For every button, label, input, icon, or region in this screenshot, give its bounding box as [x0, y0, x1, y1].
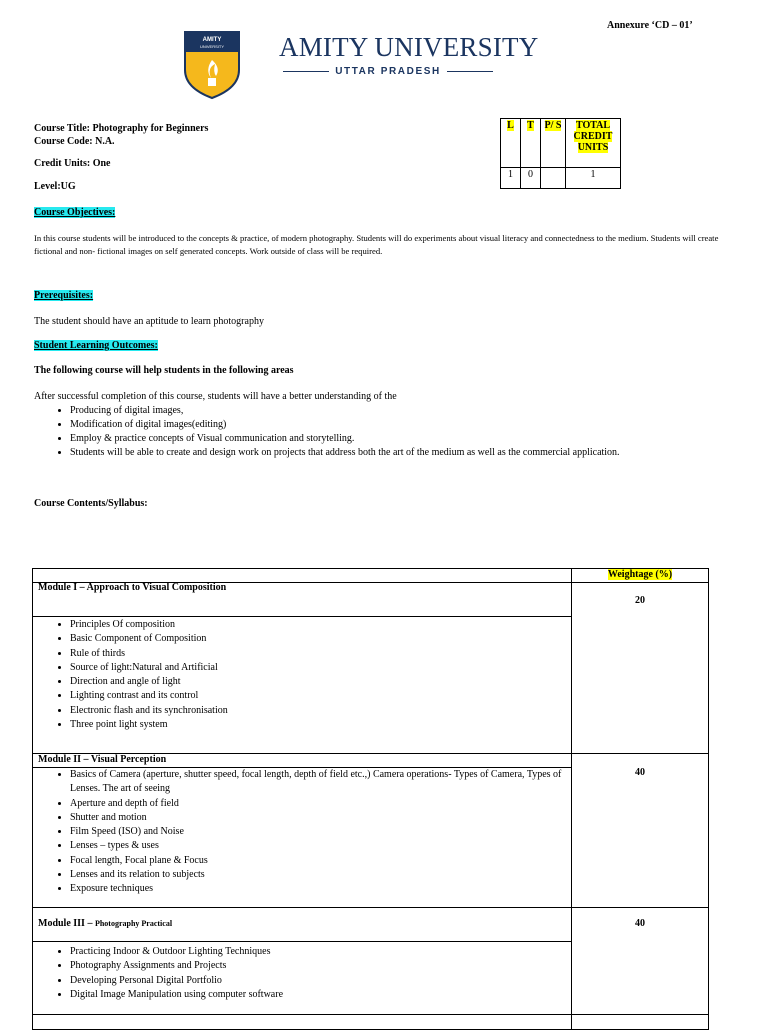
list-item: • Lenses – types & uses	[70, 839, 569, 853]
column-divider	[571, 569, 572, 1029]
university-location-row	[283, 66, 493, 77]
header-cell-t: T	[521, 119, 541, 168]
module-3-list	[33, 945, 569, 1002]
objectives-heading: Course Objectives:	[34, 207, 116, 218]
module-2-list	[33, 768, 569, 897]
list-item: • Students will be able to create and design work on projects that address both the art of the medium as well as the commercial application.	[70, 446, 734, 460]
list-item: • Three point light system	[70, 718, 569, 732]
module-3-title	[38, 918, 172, 929]
module-3-title-sub: Photography Practical	[94, 919, 173, 928]
list-item: • Exposure techniques	[70, 882, 569, 896]
list-item: • Shutter and motion	[70, 811, 569, 825]
list-item: • Rule of thirds	[70, 647, 569, 661]
list-item: • Lighting contrast and its control	[70, 689, 569, 703]
value-cell-t: 0	[521, 168, 541, 189]
amity-logo	[183, 30, 241, 100]
course-level: Level:UG	[34, 181, 76, 192]
module-1-list	[33, 618, 569, 732]
credit-units	[34, 158, 110, 169]
value-cell-total: 1	[566, 168, 621, 189]
outcomes-subheading: The following course will help students in the following areas	[34, 365, 294, 376]
outcomes-intro: After successful completion of this course, students will have a better understanding of the	[34, 391, 397, 402]
list-item: • Photography Assignments and Projects	[70, 959, 569, 973]
svg-text:UNIVERSITY: UNIVERSITY	[199, 44, 225, 49]
credit-units-value: One	[92, 158, 111, 169]
list-item: • Aperture and depth of field	[70, 797, 569, 811]
list-item: • Practicing Indoor & Outdoor Lighting Techniques	[70, 945, 569, 959]
module-3-title-main: Module III –	[38, 918, 95, 929]
list-item: • Producing of digital images,	[70, 404, 734, 418]
list-item: • Lenses and its relation to subjects	[70, 868, 569, 882]
divider	[447, 71, 493, 72]
weightage-header: Weightage (%)	[607, 569, 673, 580]
list-item: • Developing Personal Digital Portfolio	[70, 974, 569, 988]
syllabus-heading: Course Contents/Syllabus:	[34, 498, 148, 509]
course-code-label: Course Code:	[34, 136, 93, 147]
course-code-value: N.A.	[95, 136, 115, 147]
value-cell-ps	[541, 168, 566, 189]
list-item: • Film Speed (ISO) and Noise	[70, 825, 569, 839]
prerequisites-heading: Prerequisites:	[34, 290, 94, 301]
list-item: • Principles Of composition	[70, 618, 569, 632]
row-divider	[33, 907, 708, 908]
list-item: • Modification of digital images(editing)	[70, 418, 734, 432]
divider	[283, 71, 329, 72]
header-cell-l: L	[501, 119, 521, 168]
university-location: UTTAR PRADESH	[335, 66, 441, 77]
university-name: AMITY UNIVERSITY	[279, 32, 539, 62]
course-title	[34, 123, 208, 134]
module-1-weight: 20	[635, 595, 645, 606]
course-title-value: Photography for Beginners	[92, 123, 209, 134]
credit-table	[500, 118, 621, 189]
header-cell-total: TOTAL CREDIT UNITS	[566, 119, 621, 168]
outcomes-list-block	[34, 390, 734, 460]
svg-text:AMITY: AMITY	[202, 37, 222, 43]
list-item: • Electronic flash and its synchronisation	[70, 704, 569, 718]
list-item: • Source of light:Natural and Artificial	[70, 661, 569, 675]
list-item: • Basics of Camera (aperture, shutter speed, focal length, depth of field etc.,) Camera operations- Types of Camera, Types of Lenses. The art of seeing	[70, 768, 569, 797]
course-code	[34, 136, 115, 147]
list-item: • Basic Component of Composition	[70, 632, 569, 646]
list-item: • Employ & practice concepts of Visual communication and storytelling.	[70, 432, 734, 446]
header-cell-ps: P/ S	[541, 119, 566, 168]
objectives-text: In this course students will be introduced to the concepts & practice, of modern photography. Students will do experiments about visual literacy and connectedness to the medium. Students will create fictional and non- fictional images on self generated concepts. Work outside of class will be required.	[34, 233, 719, 256]
outcomes-heading: Student Learning Outcomes:	[34, 340, 158, 351]
course-title-label: Course Title:	[34, 123, 91, 134]
list-item: • Digital Image Manipulation using computer software	[70, 988, 569, 1002]
credit-table-value-row	[501, 168, 621, 189]
credit-table-header-row	[501, 119, 621, 168]
outcomes-list	[34, 404, 734, 460]
row-divider	[33, 1014, 708, 1015]
module-2-weight: 40	[635, 767, 645, 778]
row-divider	[33, 616, 571, 617]
prerequisites-text: The student should have an aptitude to learn photography	[34, 316, 264, 327]
module-2-title: Module II – Visual Perception	[38, 754, 167, 765]
syllabus-table	[32, 568, 709, 1030]
module-1-title: Module I – Approach to Visual Composition	[38, 582, 227, 593]
credit-units-label: Credit Units:	[34, 158, 91, 169]
module-3-weight: 40	[635, 918, 645, 929]
value-cell-l: 1	[501, 168, 521, 189]
list-item: • Direction and angle of light	[70, 675, 569, 689]
row-divider	[33, 941, 571, 942]
list-item: • Focal length, Focal plane & Focus	[70, 854, 569, 868]
annexure-label: Annexure ‘CD – 01’	[607, 20, 693, 31]
